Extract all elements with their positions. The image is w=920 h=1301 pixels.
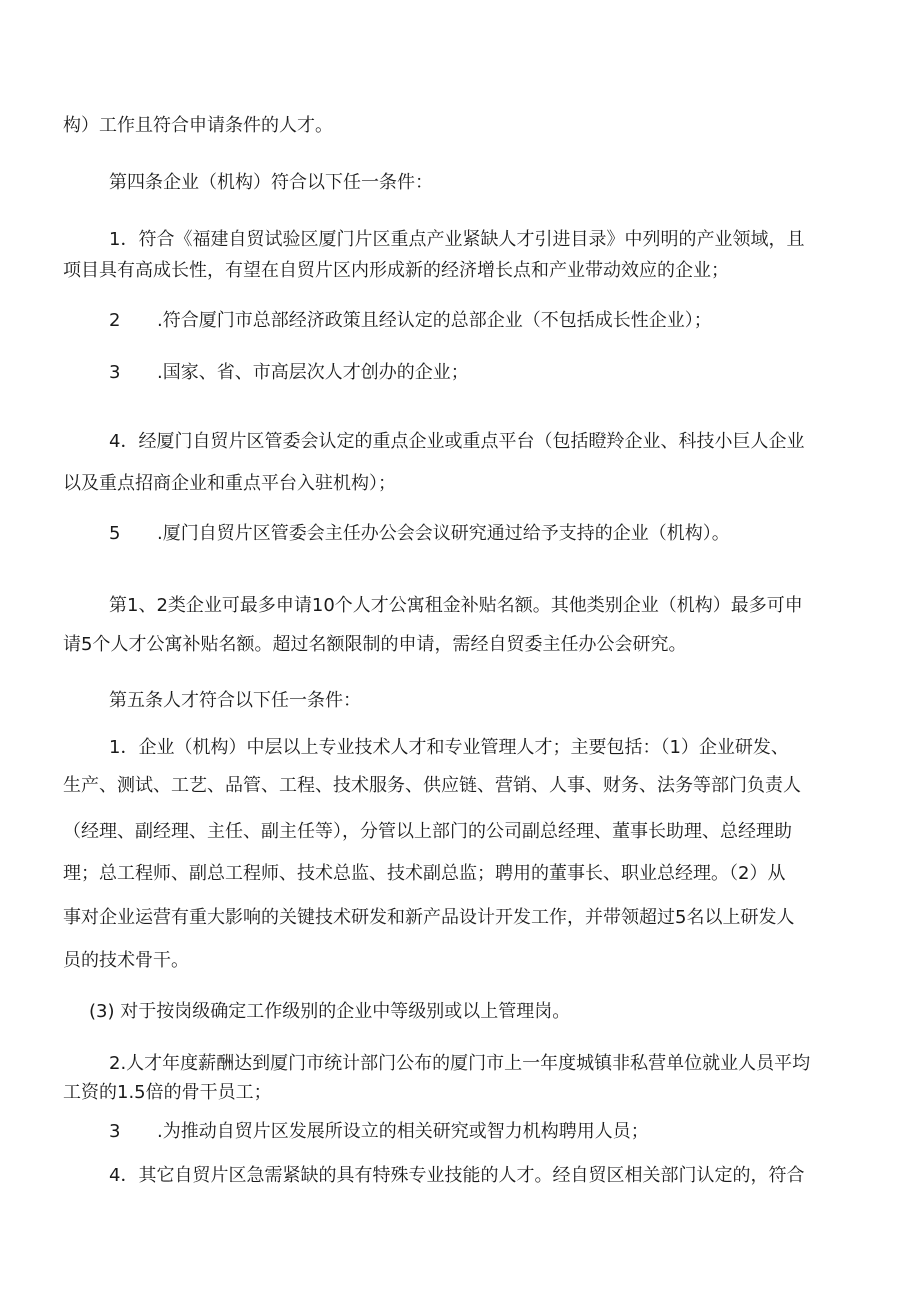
text-line: 生产、测试、工艺、品管、工程、技术服务、供应链、营销、人事、财务、法务等部门负责人 xyxy=(63,775,801,796)
text-line: 以及重点招商企业和重点平台入驻机构）； xyxy=(63,473,396,494)
text-line: 理；总工程师、副总工程师、技术总监、技术副总监；聘用的董事长、职业总经理。（2）从 xyxy=(63,863,786,884)
text-line: 工资的1.5倍的骨干员工； xyxy=(63,1082,272,1103)
text-line: 构）工作且符合申请条件的人才。 xyxy=(63,115,333,136)
item-number: 5 xyxy=(109,523,121,544)
article-heading: 第五条人才符合以下任一条件： xyxy=(109,690,361,711)
text-line: 第1、2类企业可最多申请10个人才公寓租金补贴名额。其他类别企业（机构）最多可申 xyxy=(109,595,803,616)
text-line: .符合厦门市总部经济政策且经认定的总部企业（不包括成长性企业）； xyxy=(157,310,712,331)
text-line: .国家、省、市高层次人才创办的企业； xyxy=(157,362,469,383)
text-line: 1．符合《福建自贸试验区厦门片区重点产业紧缺人才引进目录》中列明的产业领域，且 xyxy=(109,229,805,250)
item-number: 3 xyxy=(109,362,121,383)
text-line: .厦门自贸片区管委会主任办公会会议研究通过给予支持的企业（机构）。 xyxy=(157,523,730,544)
text-line: （经理、副经理、主任、副主任等），分管以上部门的公司副总经理、董事长助理、总经理助 xyxy=(63,821,792,842)
text-line: 项目具有高成长性，有望在自贸片区内形成新的经济增长点和产业带动效应的企业； xyxy=(63,260,729,281)
text-line: 员的技术骨干。 xyxy=(63,950,189,971)
text-line: 事对企业运营有重大影响的关键技术研发和新产品设计开发工作，并带领超过5名以上研发人 xyxy=(63,907,795,928)
item-number: 2 xyxy=(109,310,121,331)
text-line: 4．经厦门自贸片区管委会认定的重点企业或重点平台（包括瞪羚企业、科技小巨人企业 xyxy=(109,431,805,452)
text-line: 4．其它自贸片区急需紧缺的具有特殊专业技能的人才。经自贸区相关部门认定的，符合 xyxy=(109,1165,805,1186)
item-number: 3 xyxy=(109,1121,121,1142)
article-heading: 第四条企业（机构）符合以下任一条件： xyxy=(109,172,433,193)
text-line: 1．企业（机构）中层以上专业技术人才和专业管理人才；主要包括：（1）企业研发、 xyxy=(109,737,789,758)
text-line: (3) 对于按岗级确定工作级别的企业中等级别或以上管理岗。 xyxy=(89,1001,571,1022)
text-line: .为推动自贸片区发展所设立的相关研究或智力机构聘用人员； xyxy=(157,1121,649,1142)
text-line: 请5个人才公寓补贴名额。超过名额限制的申请，需经自贸委主任办公会研究。 xyxy=(63,634,687,655)
text-line: 2.人才年度薪酬达到厦门市统计部门公布的厦门市上一年度城镇非私营单位就业人员平均 xyxy=(109,1053,811,1074)
